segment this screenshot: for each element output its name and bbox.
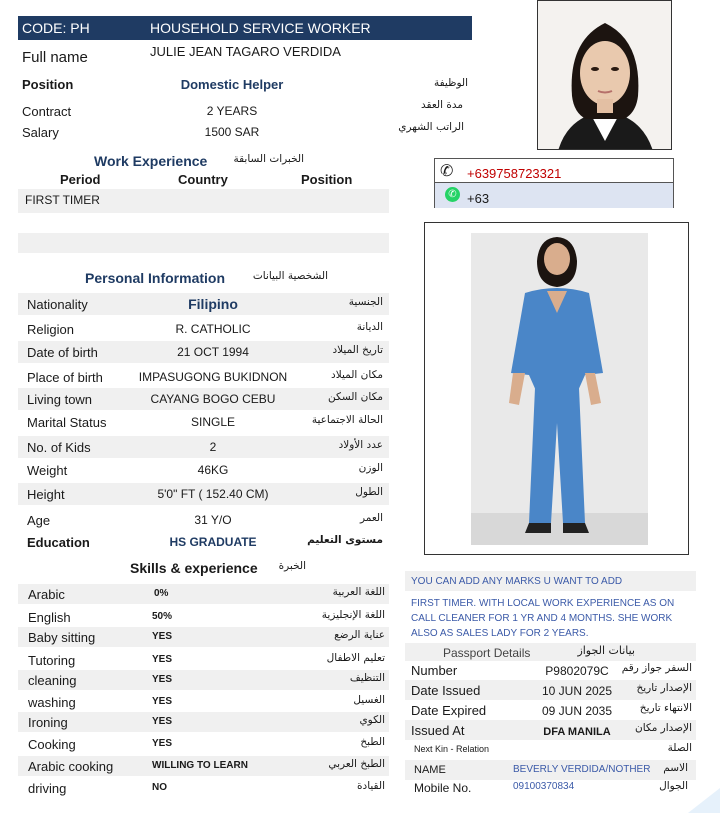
col-country: Country (178, 172, 228, 187)
row-arabic: مكان الميلاد (331, 369, 383, 381)
row-value: 2 (209, 440, 217, 454)
skill-row-cleaning (18, 670, 389, 690)
skill-value: YES (152, 716, 173, 727)
kin-name-row (405, 760, 696, 780)
row-value: SINGLE (190, 415, 235, 429)
full-body-photo-art (425, 223, 689, 555)
skill-arabic: الغسيل (353, 694, 385, 706)
skill-row-baby-sitting (18, 627, 389, 647)
row-label: Height (27, 487, 65, 502)
skill-label: Cooking (28, 737, 76, 752)
phone-row (435, 159, 673, 183)
personal-row-nationality (18, 293, 389, 315)
skill-arabic: عناية الرضع (334, 629, 385, 641)
skill-label: English (28, 610, 71, 625)
work-experience-row (18, 189, 389, 213)
row-value: 31 Y/O (194, 513, 232, 527)
personal-row-weight (18, 459, 389, 481)
passport-arabic: الإصدار تاريخ (636, 682, 692, 694)
kin-name-arabic: الاسم (663, 762, 688, 774)
skill-row-cooking (18, 734, 389, 754)
remarks-heading: YOU CAN ADD ANY MARKS U WANT TO ADD (411, 576, 623, 587)
next-kin-row (405, 740, 696, 760)
whatsapp-icon: ✆ (445, 187, 460, 202)
skill-row-driving (18, 778, 389, 798)
position-value: Domestic Helper (180, 77, 284, 92)
passport-value: 09 JUN 2035 (541, 704, 613, 718)
row-label: Place of birth (27, 370, 103, 385)
passport-value: 10 JUN 2025 (541, 684, 613, 698)
passport-value: DFA MANILA (543, 726, 611, 738)
skill-value: 0% (154, 588, 169, 599)
remarks-body: FIRST TIMER. WITH LOCAL WORK EXPERIENCE AS ON CALL CLEANER FOR 1 YR AND 4 MONTHS. SHE WORK ALSO AS SALES LADY FOR 2 YEARS. (411, 598, 675, 639)
whatsapp-number[interactable]: +63 (467, 191, 490, 206)
passport-label: Number (411, 663, 458, 678)
next-kin-label: Next Kin - Relation (414, 744, 490, 754)
skill-value: YES (152, 631, 173, 642)
row-arabic: العمر (359, 512, 383, 524)
skill-row-arabic (18, 584, 389, 604)
work-experience-empty-row (18, 233, 389, 253)
row-arabic: عدد الأولاد (338, 439, 383, 451)
row-arabic: الديانة (356, 321, 383, 333)
passport-label: Date Expired (411, 703, 487, 718)
skill-value: YES (152, 674, 173, 685)
position-label: Position (22, 77, 74, 92)
full-name-label: Full name (22, 49, 88, 66)
whatsapp-row (435, 183, 673, 208)
contract-arabic: مدة العقد (421, 99, 463, 111)
row-value: R. CATHOLIC (175, 322, 251, 336)
contact-box (434, 158, 674, 208)
position-arabic: الوظيفة (433, 77, 468, 89)
salary-label: Salary (22, 125, 59, 140)
row-label: Age (27, 513, 51, 528)
row-arabic: الجنسية (348, 296, 383, 308)
personal-row-religion (18, 318, 389, 340)
kin-mobile-arabic: الجوال (659, 780, 688, 792)
header-bar (18, 16, 472, 40)
personal-row-height (18, 483, 389, 505)
row-arabic: الطول (355, 486, 383, 498)
passport-arabic: الإصدار مكان (635, 722, 692, 734)
row-label: Nationality (27, 297, 88, 312)
skill-value: 50% (152, 611, 173, 622)
contract-value: 2 YEARS (206, 104, 258, 118)
passport-row-issued-at (405, 720, 696, 740)
row-value: CAYANG BOGO CEBU (150, 392, 276, 406)
contract-label: Contract (22, 104, 72, 119)
skill-label: Baby sitting (28, 630, 96, 645)
skill-label: cleaning (28, 673, 77, 688)
work-experience-title: Work Experience (94, 153, 208, 169)
row-label: Religion (27, 322, 74, 337)
kin-mobile-value: 09100370834 (513, 781, 575, 792)
work-experience-title-arabic: الخبرات السابقة (233, 153, 304, 165)
personal-row-marital-status (18, 411, 389, 433)
phone-number[interactable]: +639758723321 (467, 166, 562, 181)
personal-info-title-arabic: الشخصية البيانات (252, 270, 328, 282)
phone-icon: ✆ (440, 163, 454, 180)
personal-row-age (18, 509, 389, 531)
row-label: Weight (27, 463, 68, 478)
row-arabic: الوزن (358, 462, 383, 474)
passport-row-number (405, 660, 696, 680)
skill-value: YES (152, 654, 173, 665)
skill-label: driving (28, 781, 67, 796)
skill-row-ironing (18, 712, 389, 732)
personal-row-living-town (18, 388, 389, 410)
row-label: Date of birth (27, 345, 98, 360)
skill-arabic: تعليم الاطفال (326, 652, 385, 664)
row-value: 46KG (197, 463, 229, 477)
kin-mobile-row (405, 778, 696, 798)
skills-title: Skills & experience (130, 560, 258, 576)
skill-row-arabic-cooking (18, 756, 389, 776)
row-value: HS GRADUATE (169, 535, 257, 549)
row-label: Marital Status (27, 415, 107, 430)
personal-row-date-of-birth (18, 341, 389, 363)
passport-value: P9802079C (545, 664, 609, 678)
passport-label: Date Issued (411, 683, 481, 698)
passport-row-date-expired (405, 700, 696, 720)
decorative-corner-shape (688, 780, 720, 813)
skill-arabic: اللغة العربية (332, 586, 385, 598)
full-body-photo-frame (424, 222, 689, 555)
row-label: Education (27, 535, 90, 550)
kin-name-value: BEVERLY VERDIDA/NOTHER (513, 764, 651, 775)
skill-row-washing (18, 692, 389, 712)
skill-arabic: الطبخ العربي (328, 758, 385, 770)
salary-arabic: الراتب الشهري (398, 121, 464, 133)
portrait-photo-art (538, 1, 672, 150)
row-label: Living town (27, 392, 93, 407)
next-kin-arabic: الصلة (667, 742, 692, 754)
skill-value: NO (152, 782, 167, 793)
row-arabic: تاريخ الميلاد (332, 344, 383, 356)
passport-title: Passport Details (443, 646, 531, 660)
work-experience-entry: FIRST TIMER (25, 193, 100, 207)
row-arabic: الحالة الاجتماعية (311, 414, 383, 426)
skill-label: Arabic (28, 587, 65, 602)
skill-row-tutoring (18, 650, 389, 670)
full-name-value: JULIE JEAN TAGARO VERDIDA (150, 44, 341, 59)
skill-arabic: الكوي (359, 714, 385, 726)
kin-mobile-label: Mobile No. (414, 781, 472, 795)
header-code: CODE: PH (22, 20, 90, 36)
skill-label: washing (28, 695, 76, 710)
header-title: HOUSEHOLD SERVICE WORKER (150, 20, 371, 36)
skill-label: Arabic cooking (28, 759, 114, 774)
skill-value: WILLING TO LEARN (152, 760, 248, 771)
skill-value: YES (152, 696, 173, 707)
row-value: 21 OCT 1994 (177, 345, 249, 359)
skill-row-english (18, 607, 389, 627)
skills-title-arabic: الخبرة (278, 560, 306, 572)
skill-value: YES (152, 738, 173, 749)
passport-arabic: السفر جواز رقم (621, 662, 692, 674)
row-value: 5'0" FT ( 152.40 CM) (157, 487, 269, 501)
row-value: IMPASUGONG BUKIDNON (138, 370, 288, 384)
personal-info-title: Personal Information (85, 270, 226, 286)
col-position: Position (301, 172, 353, 187)
personal-row-no-of-kids (18, 436, 389, 458)
portrait-photo (537, 0, 672, 150)
skill-arabic: اللغة الإنجليزية (321, 609, 385, 621)
passport-label: Issued At (411, 723, 465, 738)
row-value: Filipino (188, 296, 238, 312)
personal-row-place-of-birth (18, 366, 389, 388)
passport-title-arabic: بيانات الجواز (577, 644, 635, 657)
remarks-heading-row (405, 571, 696, 591)
kin-name-label: NAME (414, 764, 446, 776)
skill-arabic: القيادة (357, 780, 385, 792)
skill-arabic: التنظيف (349, 672, 385, 684)
salary-value: 1500 SAR (204, 125, 260, 139)
personal-row-education (18, 531, 389, 553)
passport-arabic: الانتهاء تاريخ (639, 702, 692, 714)
skill-arabic: الطبخ (360, 736, 385, 748)
row-arabic: مستوى التعليم (307, 534, 383, 546)
col-period: Period (60, 172, 101, 187)
row-label: No. of Kids (27, 440, 91, 455)
passport-row-date-issued (405, 680, 696, 700)
passport-title-row (405, 643, 696, 661)
skill-label: Tutoring (28, 653, 76, 668)
row-arabic: مكان السكن (328, 391, 383, 403)
skill-label: Ironing (28, 715, 68, 730)
